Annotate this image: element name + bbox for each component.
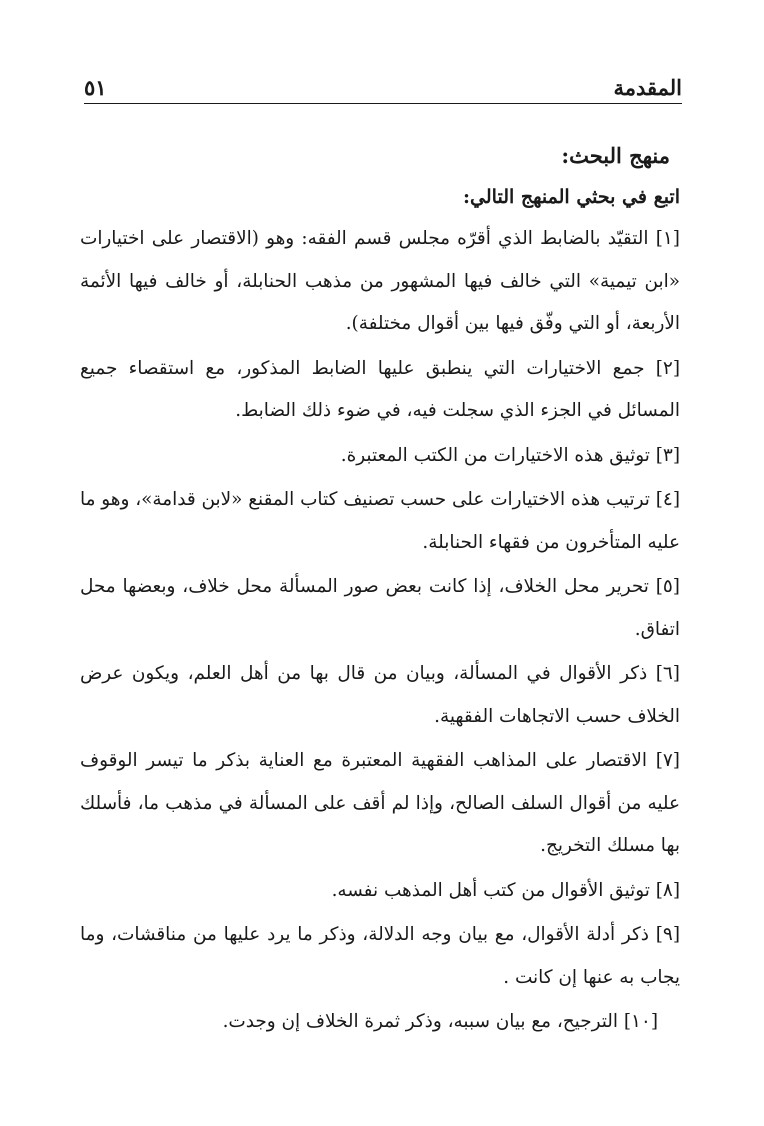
section-heading: منهج البحث:	[561, 143, 670, 168]
chapter-title: المقدمة	[613, 75, 682, 100]
list-item	[80, 740, 680, 868]
item-number: [٦]	[655, 663, 680, 684]
list-item	[80, 653, 680, 738]
item-text: الاقتصار على المذاهب الفقهية المعتبرة مع العناية بذكر ما تيسر الوقوف عليه من أقوال السلف الصالح، وإذا لم أقف على المسألة في مذهب ما، فأسلك بها مسلك التخريج.	[80, 750, 680, 856]
item-number: [٧]	[655, 750, 680, 771]
item-number: [١]	[655, 228, 680, 249]
list-item	[80, 479, 680, 564]
section-intro: اتبع في بحثي المنهج التالي:	[463, 186, 680, 208]
item-text: توثيق هذه الاختيارات من الكتب المعتبرة.	[340, 444, 650, 466]
list-item	[80, 914, 680, 999]
item-number: [٢]	[655, 357, 680, 379]
item-text: ترتيب هذه الاختيارات على حسب تصنيف كتاب المقنع «لابن قدامة»، وهو ما عليه المتأخرون من فقهاء الحنابلة.	[80, 489, 680, 553]
list-item	[80, 435, 680, 478]
item-text: الترجيح، مع بيان سببه، وذكر ثمرة الخلاف إن وجدت.	[222, 1011, 618, 1032]
list-item	[80, 870, 680, 913]
list-item	[80, 348, 680, 433]
item-number: [٥]	[655, 576, 680, 597]
item-text: ذكر الأقوال في المسألة، وبيان من قال بها من أهل العلم، ويكون عرض الخلاف حسب الاتجاهات الفقهية.	[80, 663, 680, 727]
item-number: [٩]	[655, 924, 680, 945]
list-item	[80, 566, 680, 651]
list-item	[80, 218, 680, 346]
item-number: [٨]	[655, 879, 680, 901]
running-header	[84, 74, 682, 102]
item-text: ذكر أدلة الأقوال، مع بيان وجه الدلالة، وذكر ما يرد عليها من مناقشات، وما يجاب به عنها إن كانت .	[80, 924, 680, 988]
item-number: [٤]	[655, 489, 680, 510]
item-number: [٣]	[655, 444, 680, 466]
methodology-list	[80, 218, 680, 1044]
item-text: توثيق الأقوال من كتب أهل المذهب نفسه.	[331, 879, 650, 901]
item-number: [١٠]	[623, 1011, 658, 1032]
header-divider	[84, 103, 682, 104]
item-text: جمع الاختيارات التي ينطبق عليها الضابط المذكور، مع استقصاء جميع المسائل في الجزء الذي سجلت فيه، في ضوء ذلك الضابط.	[80, 357, 680, 421]
item-text: تحرير محل الخلاف، إذا كانت بعض صور المسألة محل خلاف، وبعضها محل اتفاق.	[80, 576, 680, 640]
page-body	[80, 138, 680, 1044]
page-number: ٥١	[84, 75, 107, 100]
list-item	[80, 1001, 680, 1044]
item-text: التقيّد بالضابط الذي أقرّه مجلس قسم الفقه: وهو (الاقتصار على اختيارات «ابن تيمية» التي خالف فيها المشهور من مذهب الحنابلة، أو خالف فيها الأئمة الأربعة، أو التي وفّق فيها بين أقوال مختلفة).	[80, 228, 680, 334]
